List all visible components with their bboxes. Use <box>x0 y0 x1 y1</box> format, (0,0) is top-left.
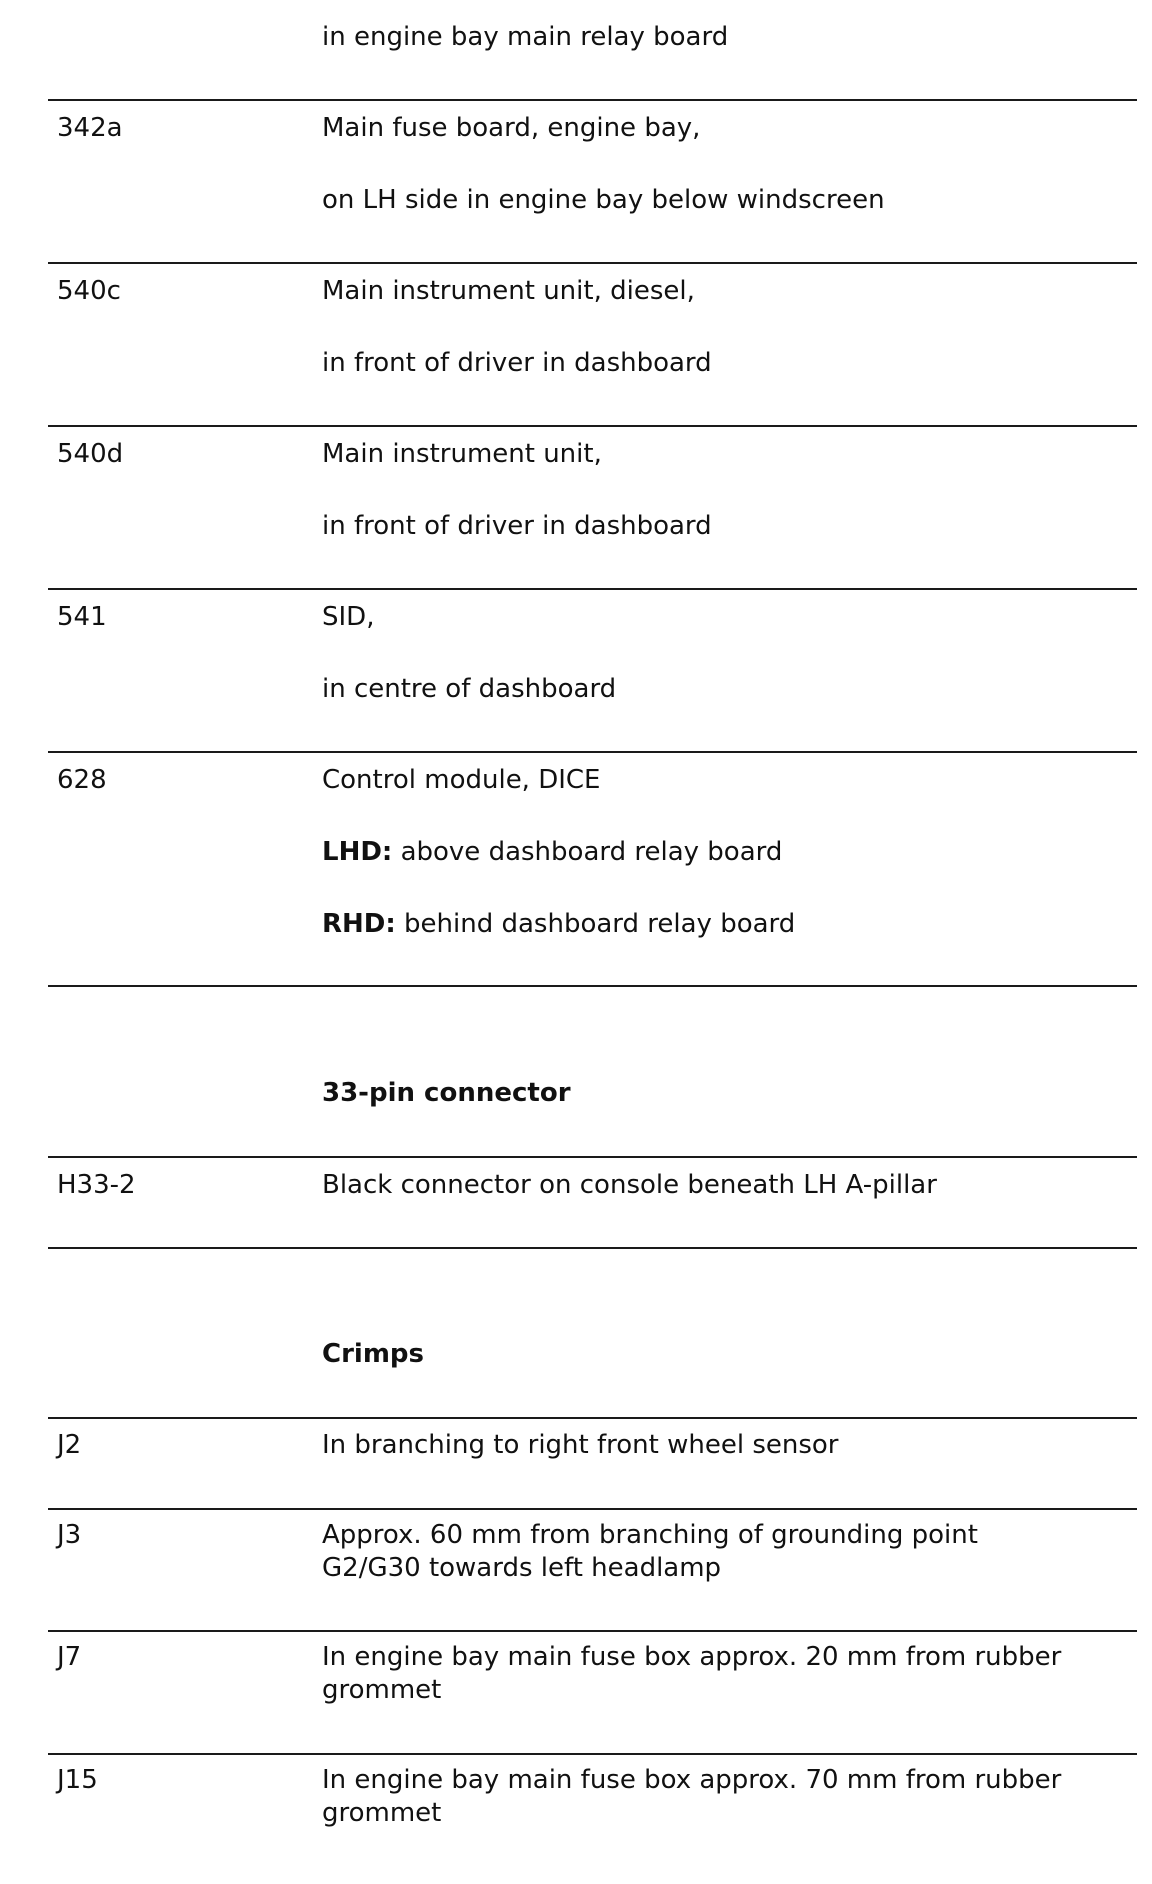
row-divider <box>48 425 1137 427</box>
row-divider <box>48 1417 1137 1419</box>
row-code: 540c <box>57 276 121 306</box>
row-description-line: In branching to right front wheel sensor <box>322 1430 839 1460</box>
row-description-line: in centre of dashboard <box>322 674 617 704</box>
section-heading-33pin: 33-pin connector <box>322 1078 571 1108</box>
lhd-location <box>322 837 782 867</box>
row-description-line: in front of driver in dashboard <box>322 348 712 378</box>
row-code: J2 <box>57 1430 82 1460</box>
row-divider <box>48 1508 1137 1510</box>
row-description-line: grommet <box>322 1675 442 1705</box>
lhd-text: above dashboard relay board <box>400 837 783 867</box>
row-divider <box>48 1247 1137 1249</box>
lhd-label: LHD: <box>322 837 393 867</box>
row-description-line: Main instrument unit, diesel, <box>322 276 695 306</box>
row-description-line: on LH side in engine bay below windscreen <box>322 185 885 215</box>
rhd-label: RHD: <box>322 909 396 939</box>
row-description-line: Main fuse board, engine bay, <box>322 113 701 143</box>
rhd-text: behind dashboard relay board <box>404 909 796 939</box>
carryover-text: in engine bay main relay board <box>322 22 729 52</box>
row-divider <box>48 985 1137 987</box>
row-description-line: In engine bay main fuse box approx. 70 mm from rubber <box>322 1765 1062 1795</box>
row-code: 628 <box>57 765 107 795</box>
row-divider <box>48 1156 1137 1158</box>
row-divider <box>48 751 1137 753</box>
row-divider <box>48 99 1137 101</box>
row-code: J3 <box>57 1520 82 1550</box>
row-description-line: In engine bay main fuse box approx. 20 mm from rubber <box>322 1642 1062 1672</box>
row-code: J7 <box>57 1642 82 1672</box>
row-description-line: Main instrument unit, <box>322 439 602 469</box>
row-description-line: grommet <box>322 1798 442 1828</box>
row-description-line: Control module, DICE <box>322 765 601 795</box>
row-description-line: Approx. 60 mm from branching of grounding point <box>322 1520 978 1550</box>
section-heading-crimps: Crimps <box>322 1339 424 1369</box>
row-code: 541 <box>57 602 107 632</box>
row-description-line: SID, <box>322 602 375 632</box>
row-code: 342a <box>57 113 123 143</box>
row-code: 540d <box>57 439 124 469</box>
rhd-location <box>322 909 795 939</box>
row-description-line: in front of driver in dashboard <box>322 511 712 541</box>
row-code: J15 <box>57 1765 98 1795</box>
row-description-line: G2/G30 towards left headlamp <box>322 1553 722 1583</box>
row-divider <box>48 588 1137 590</box>
row-divider <box>48 262 1137 264</box>
row-description-line: Black connector on console beneath LH A-pillar <box>322 1170 937 1200</box>
row-divider <box>48 1753 1137 1755</box>
row-divider <box>48 1630 1137 1632</box>
row-code: H33-2 <box>57 1170 136 1200</box>
